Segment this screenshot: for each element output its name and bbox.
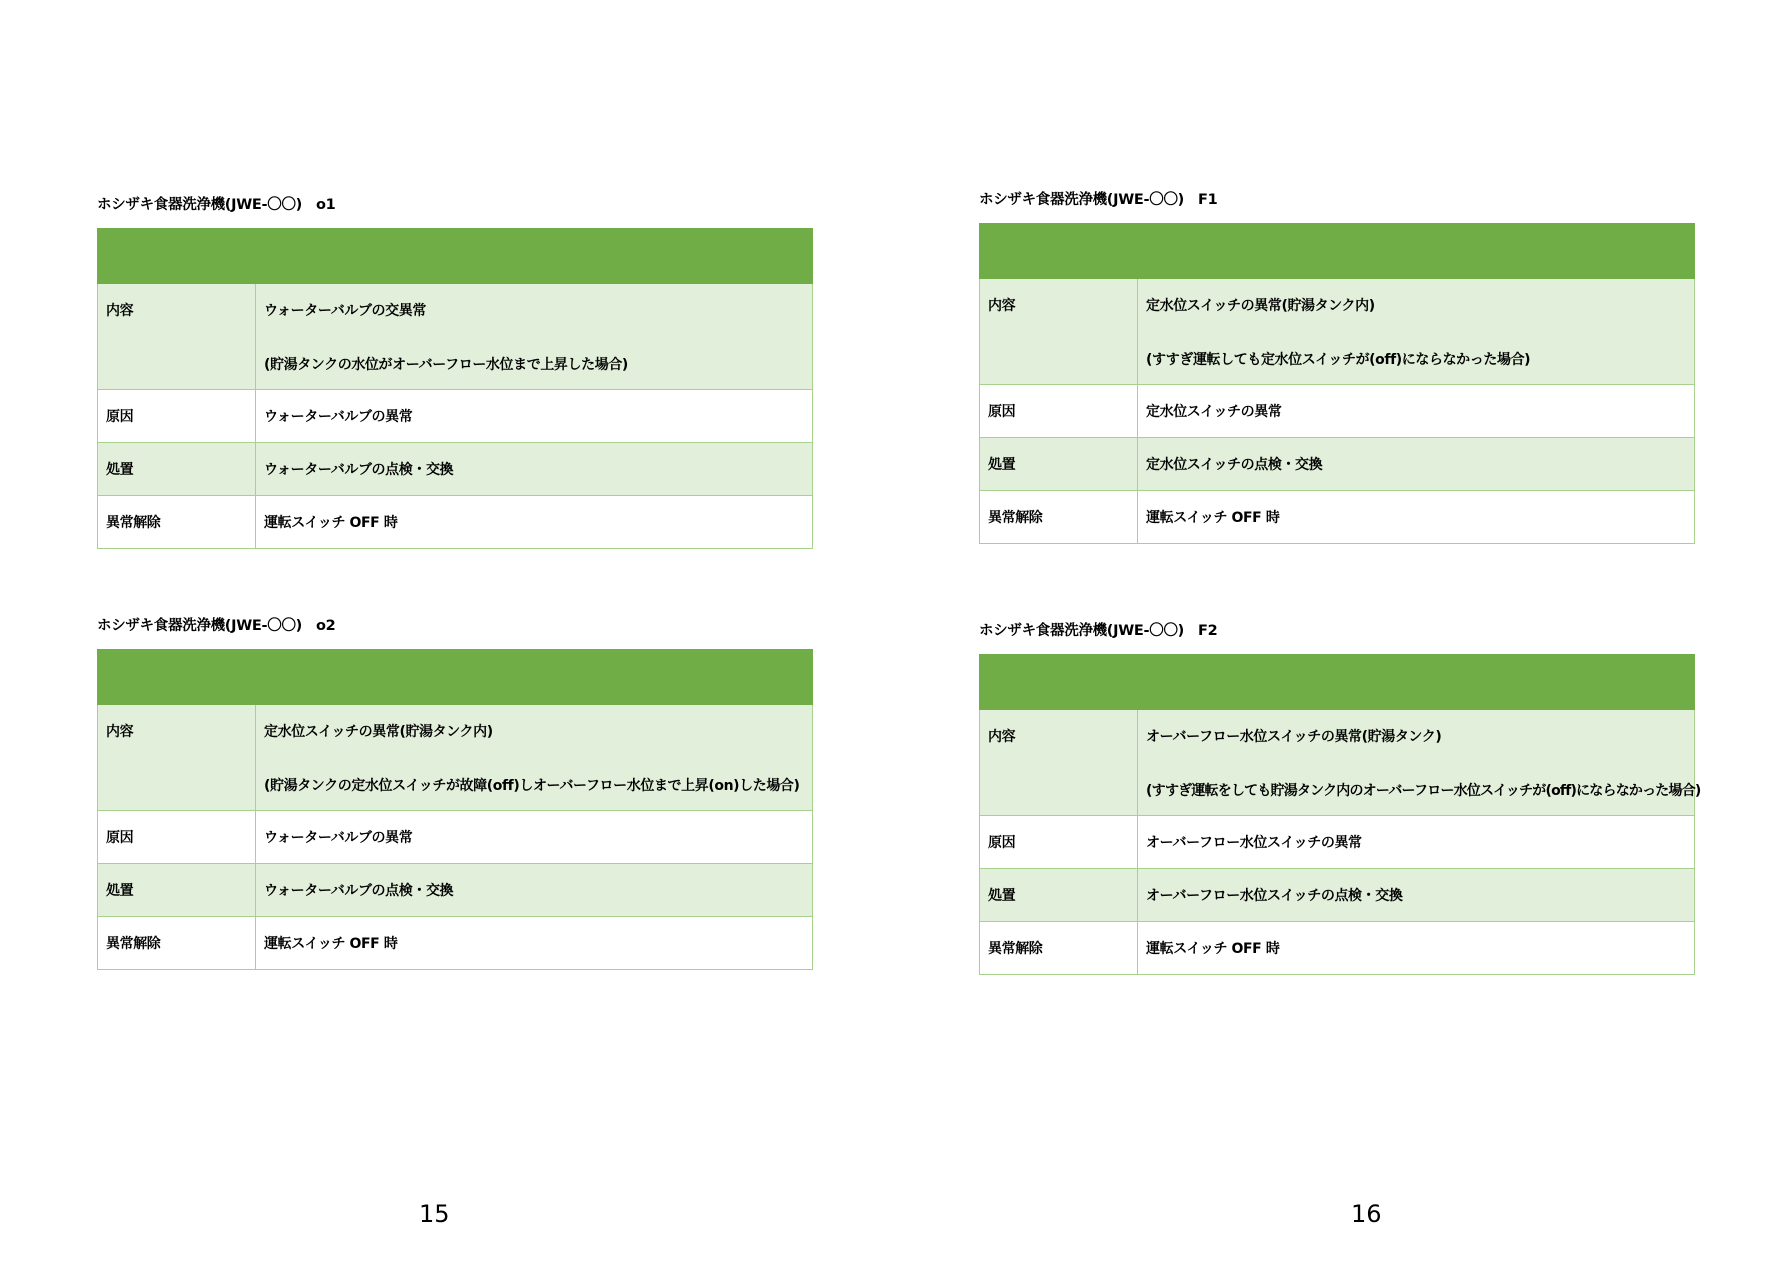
block-title [979,190,1694,210]
table-header-row [98,650,813,705]
block-title-text: ホシザキ食器洗浄機(JWE-〇〇) [97,197,302,213]
cause-text: ウォーターバルブの異常 [256,390,813,443]
reset-text: 運転スイッチ OFF 時 [256,917,813,970]
action-label: 処置 [980,438,1138,491]
reset-label: 異常解除 [98,496,256,549]
table-header-row [980,224,1695,279]
action-row [98,443,813,496]
cause-label: 原因 [98,390,256,443]
reset-text: 運転スイッチ OFF 時 [256,496,813,549]
content-label: 内容 [106,724,134,740]
content-detail: (すすぎ運転をしても貯湯タンク内のオーバーフロー水位スイッチが(off)にならなかった場合) [1146,783,1701,799]
error-code: F1 [1197,192,1218,208]
error-table [97,228,813,549]
action-row [98,864,813,917]
content-detail: (貯湯タンクの定水位スイッチが故障(off)しオーバーフロー水位まで上昇(on)した場合) [264,778,800,794]
error-block-o1 [97,195,812,549]
reset-row [980,922,1695,975]
action-label: 処置 [98,443,256,496]
action-row [980,438,1695,491]
cause-label: 原因 [980,385,1138,438]
error-block-o2 [97,616,812,970]
content-text: ウォーターバルブの交異常 [264,303,426,319]
error-block-F2 [979,621,1701,975]
reset-row [98,917,813,970]
content-detail: (すすぎ運転しても定水位スイッチが(off)にならなかった場合) [1146,352,1531,368]
error-table [979,654,1701,975]
reset-row [98,496,813,549]
error-block-F1 [979,190,1694,544]
block-title [97,616,812,636]
page-number-left: 15 [419,1200,450,1228]
reset-row [980,491,1695,544]
action-row [980,869,1695,922]
reset-text: 運転スイッチ OFF 時 [1138,922,1695,975]
action-text: オーバーフロー水位スイッチの点検・交換 [1138,869,1695,922]
action-label: 処置 [98,864,256,917]
cause-row [980,385,1695,438]
reset-label: 異常解除 [980,491,1138,544]
cause-row [98,811,813,864]
action-text: ウォーターバルブの点検・交換 [256,443,813,496]
block-title [97,195,812,215]
cause-label: 原因 [98,811,256,864]
error-code: F2 [1197,623,1218,639]
cause-row [980,816,1695,869]
error-code: o1 [315,197,336,213]
page-number-right: 16 [1351,1200,1382,1228]
content-detail: (貯湯タンクの水位がオーバーフロー水位まで上昇した場合) [264,357,628,373]
reset-label: 異常解除 [98,917,256,970]
action-label: 処置 [980,869,1138,922]
content-text: オーバーフロー水位スイッチの異常(貯湯タンク) [1146,729,1442,745]
error-table [97,649,813,970]
block-title-text: ホシザキ食器洗浄機(JWE-〇〇) [979,623,1184,639]
reset-label: 異常解除 [980,922,1138,975]
cause-label: 原因 [980,816,1138,869]
action-text: ウォーターバルブの点検・交換 [256,864,813,917]
cause-text: 定水位スイッチの異常 [1138,385,1695,438]
table-header-row [98,229,813,284]
reset-text: 運転スイッチ OFF 時 [1138,491,1695,544]
cause-text: オーバーフロー水位スイッチの異常 [1138,816,1695,869]
content-text: 定水位スイッチの異常(貯湯タンク内) [264,724,493,740]
content-label: 内容 [106,303,134,319]
table-header-row [980,655,1695,710]
block-title [979,621,1694,641]
content-row [980,710,1695,816]
cause-row [98,390,813,443]
content-row [98,705,813,811]
content-row [980,279,1695,385]
content-text: 定水位スイッチの異常(貯湯タンク内) [1146,298,1375,314]
content-label: 内容 [988,729,1016,745]
cause-text: ウォーターバルブの異常 [256,811,813,864]
error-code: o2 [315,618,336,634]
action-text: 定水位スイッチの点検・交換 [1138,438,1695,491]
content-label: 内容 [988,298,1016,314]
error-table [979,223,1695,544]
block-title-text: ホシザキ食器洗浄機(JWE-〇〇) [979,192,1184,208]
content-row [98,284,813,390]
block-title-text: ホシザキ食器洗浄機(JWE-〇〇) [97,618,302,634]
